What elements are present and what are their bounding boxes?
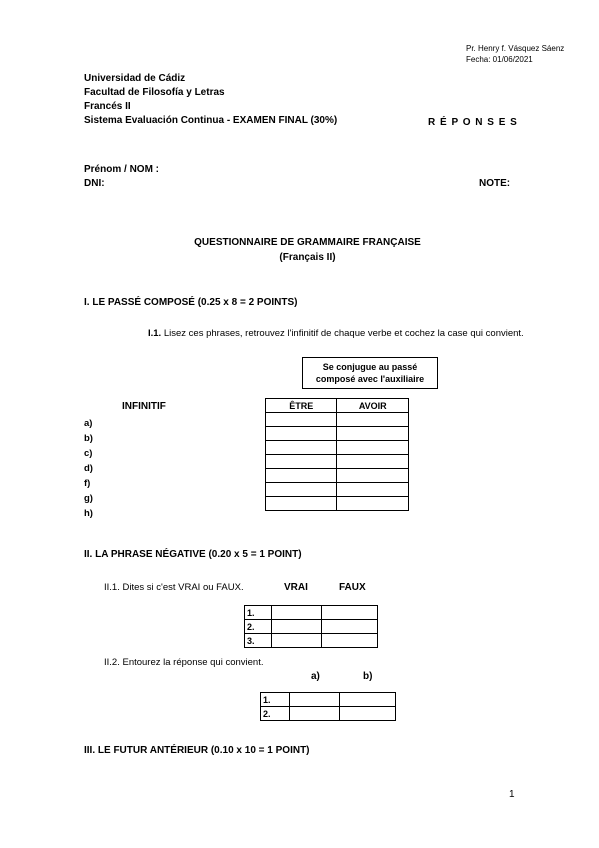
question-2-1-text: II.1. Dites si c'est VRAI ou FAUX. — [104, 582, 244, 593]
row-letter-c: c) — [84, 448, 93, 459]
row-number: 2. — [261, 707, 290, 721]
page-number: 1 — [509, 789, 515, 800]
row-number: 2. — [245, 620, 272, 634]
row-number: 1. — [245, 606, 272, 620]
answer-cell[interactable] — [339, 707, 395, 721]
exam-system: Sistema Evaluación Continua - EXAMEN FINAL (30%) — [84, 115, 338, 126]
answer-cell[interactable] — [337, 413, 409, 427]
row-number: 3. — [245, 634, 272, 648]
university-name: Universidad de Cádiz — [84, 73, 186, 84]
col-header-etre: ÊTRE — [266, 399, 337, 413]
answer-cell[interactable] — [321, 606, 377, 620]
row-letter-d: d) — [84, 463, 93, 474]
answer-cell[interactable] — [289, 693, 339, 707]
faculty-name: Facultad de Filosofía y Letras — [84, 87, 225, 98]
col-label-faux: FAUX — [339, 582, 366, 593]
auxiliary-box-line2: composé avec l'auxiliaire — [315, 374, 425, 384]
questionnaire-subtitle: (Français II) — [279, 252, 336, 263]
answer-cell[interactable] — [321, 634, 377, 648]
row-letter-b: b) — [84, 433, 93, 444]
col-label-vrai: VRAI — [284, 582, 308, 593]
course-name: Francés II — [84, 101, 131, 112]
author-name: Pr. Henry f. Vásquez Sáenz — [466, 44, 565, 53]
answer-cell[interactable] — [337, 483, 409, 497]
note-label: NOTE: — [479, 178, 511, 189]
answer-cell[interactable] — [289, 707, 339, 721]
choice-table — [260, 692, 396, 721]
answer-cell[interactable] — [266, 455, 337, 469]
answer-cell[interactable] — [337, 469, 409, 483]
name-label: Prénom / NOM : — [84, 164, 160, 175]
row-letter-f: f) — [84, 478, 91, 489]
col-header-avoir: AVOIR — [337, 399, 409, 413]
exam-date: Fecha: 01/06/2021 — [466, 55, 533, 64]
row-letter-a: a) — [84, 418, 93, 429]
auxiliary-box-line1: Se conjugue au passé — [322, 362, 418, 372]
answer-cell[interactable] — [271, 606, 321, 620]
question-1-text: Lisez ces phrases, retrouvez l'infinitif de chaque verbe et cochez la case qui convient. — [163, 328, 524, 339]
row-letter-g: g) — [84, 493, 93, 504]
section1-heading: I. LE PASSÉ COMPOSÉ (0.25 x 8 = 2 POINTS) — [84, 297, 298, 308]
answer-cell[interactable] — [266, 483, 337, 497]
row-letter-h: h) — [84, 508, 93, 519]
auxiliary-box — [302, 357, 438, 389]
auxiliary-table — [265, 398, 409, 511]
row-number: 1. — [261, 693, 290, 707]
answer-cell[interactable] — [271, 634, 321, 648]
answer-cell[interactable] — [337, 455, 409, 469]
answer-cell[interactable] — [266, 413, 337, 427]
answer-cell[interactable] — [337, 497, 409, 511]
vrai-faux-table — [244, 605, 378, 648]
section2-heading: II. LA PHRASE NÉGATIVE (0.20 x 5 = 1 POINT) — [84, 549, 302, 560]
col-label-a: a) — [311, 671, 320, 682]
answer-cell[interactable] — [266, 427, 337, 441]
questionnaire-title: QUESTIONNAIRE DE GRAMMAIRE FRANÇAISE — [194, 237, 421, 248]
answer-cell[interactable] — [337, 441, 409, 455]
question-1-number: I.1. — [148, 328, 162, 339]
answer-cell[interactable] — [271, 620, 321, 634]
answer-cell[interactable] — [337, 427, 409, 441]
question-2-2-text: II.2. Entourez la réponse qui convient. — [104, 657, 264, 668]
dni-label: DNI: — [84, 178, 105, 189]
answer-cell[interactable] — [266, 441, 337, 455]
answer-cell[interactable] — [266, 497, 337, 511]
answer-cell[interactable] — [321, 620, 377, 634]
reponses-label: R É P O N S E S — [428, 117, 518, 128]
infinitif-label: INFINITIF — [122, 401, 166, 412]
answer-cell[interactable] — [339, 693, 395, 707]
section3-heading: III. LE FUTUR ANTÉRIEUR (0.10 x 10 = 1 POINT) — [84, 745, 310, 756]
answer-cell[interactable] — [266, 469, 337, 483]
col-label-b: b) — [363, 671, 373, 682]
row-letters — [84, 416, 93, 521]
